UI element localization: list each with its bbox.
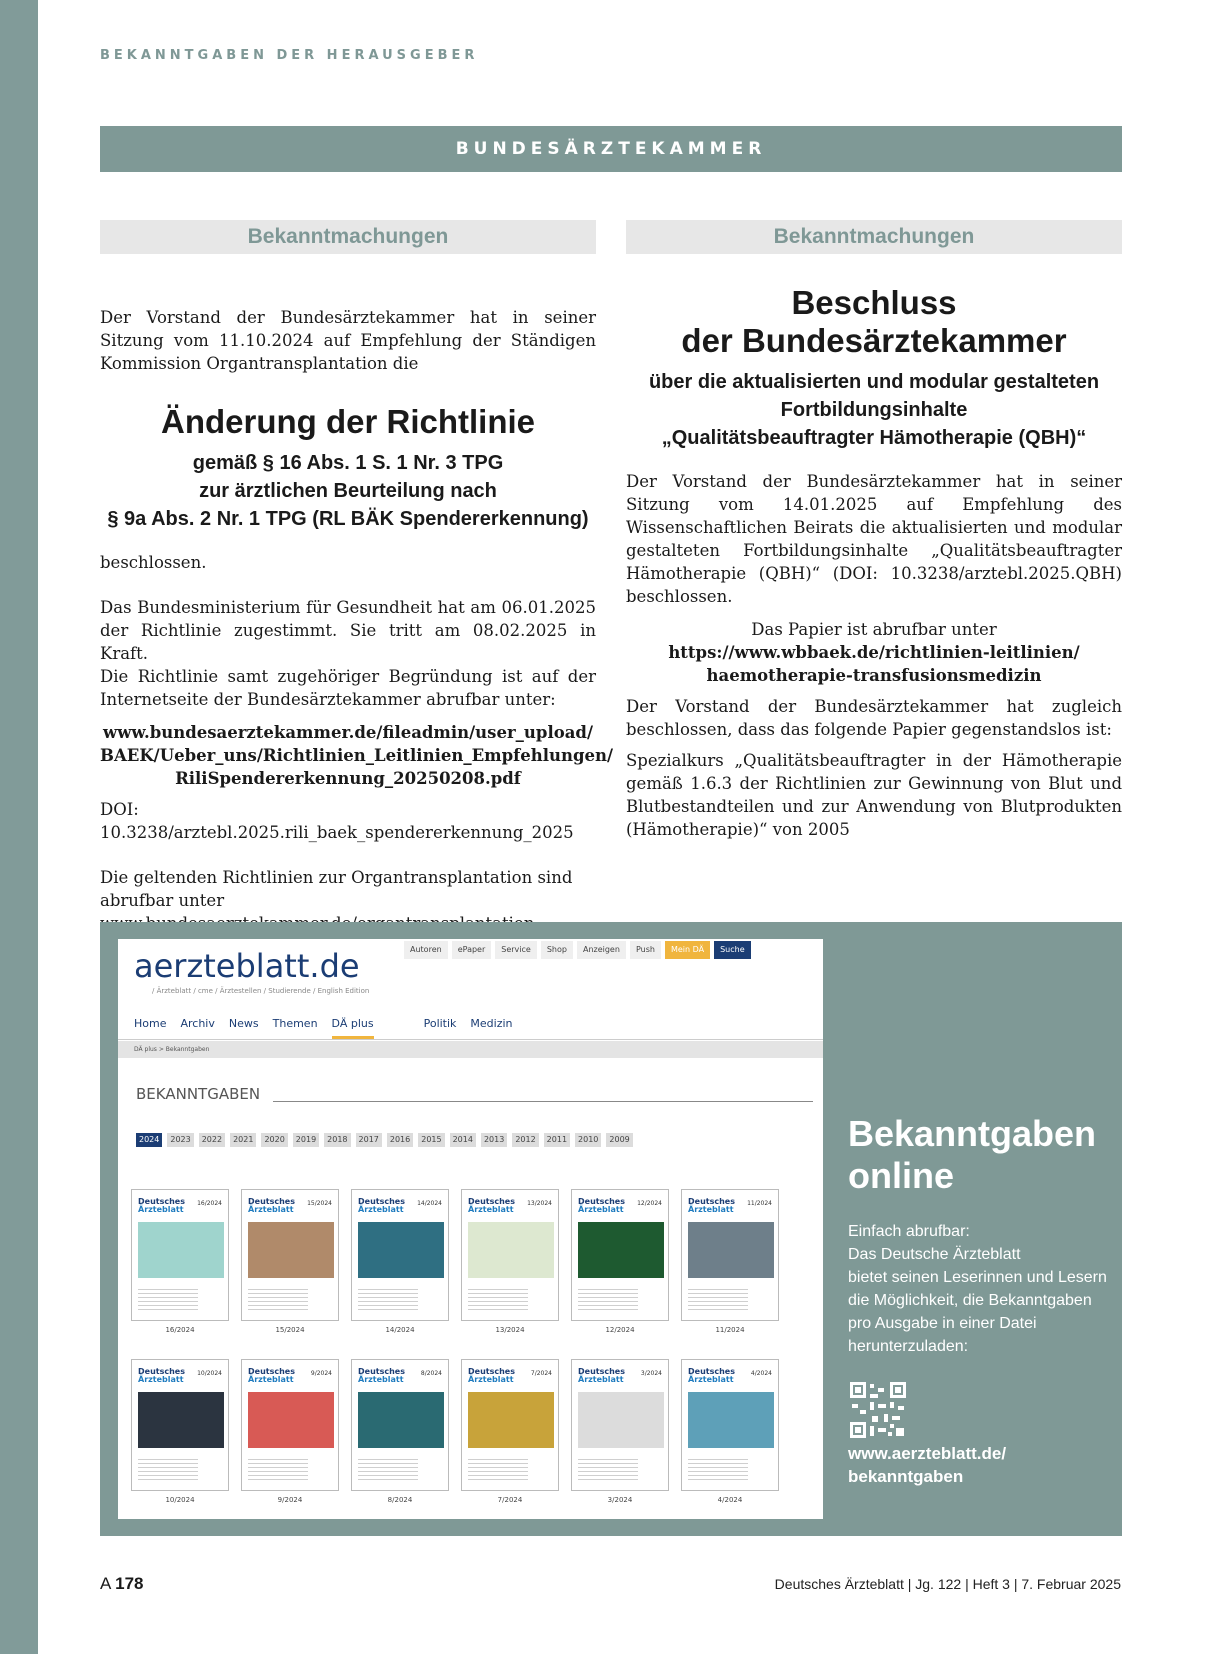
cover-image (688, 1392, 774, 1448)
url-line: BAEK/Ueber_uns/Richtlinien_Leitlinien_Empfehlungen/ (100, 746, 614, 765)
promo-text-line: Einfach abrufbar: (848, 1223, 970, 1240)
divider (118, 1039, 823, 1040)
cover-masthead: Deutsches (578, 1367, 625, 1376)
cover-caption: 12/2024 (605, 1326, 635, 1334)
cover-image (688, 1222, 774, 1278)
cover-masthead: Deutsches (688, 1367, 735, 1376)
cover-caption: 9/2024 (277, 1496, 303, 1504)
year-filter (136, 1133, 633, 1147)
year-button[interactable]: 2012 (512, 1133, 538, 1147)
topnav-epaper: ePaper (452, 941, 492, 959)
mainnav-themen: Themen (272, 1017, 318, 1030)
folio-prefix: A (100, 1574, 111, 1593)
aerzteblatt-logo: aerzteblatt.de (134, 947, 360, 985)
logo-subnav: / Ärzteblatt / cme / Ärztestellen / Studierende / English Edition (152, 987, 370, 995)
cover-masthead: Ärzteblatt (688, 1205, 734, 1214)
body-paragraph: Die Richtlinie samt zugehöriger Begründung ist auf der Internetseite der Bundesärztekammer abrufbar unter: (100, 667, 596, 709)
folio-number: 178 (115, 1574, 144, 1593)
cover-masthead: Ärzteblatt (358, 1375, 404, 1384)
cover-caption: 15/2024 (275, 1326, 305, 1334)
cover-image (468, 1222, 554, 1278)
issue-cover[interactable] (461, 1359, 559, 1491)
cover-text-lines (578, 1456, 638, 1480)
doi-text: DOI: 10.3238/arztebl.2025.rili_baek_spendererkennung_2025 (100, 800, 574, 842)
issue-cover[interactable] (571, 1359, 669, 1491)
issue-cover[interactable] (241, 1359, 339, 1491)
page-heading: BEKANNTGABEN (136, 1085, 261, 1103)
promo-text-line: die Möglichkeit, die Bekanntgaben (848, 1292, 1092, 1309)
body-paragraph: Das Bundesministerium für Gesundheit hat am 06.01.2025 der Richtlinie zugestimmt. Sie tritt am 08.02.2025 in Kraft. (100, 598, 596, 663)
subtitle-line: gemäß § 16 Abs. 1 S. 1 Nr. 3 TPG (192, 452, 504, 474)
year-button[interactable]: 2009 (606, 1133, 632, 1147)
cover-masthead: Deutsches (468, 1197, 515, 1206)
body-paragraph: beschlossen. (100, 553, 207, 572)
right-column (626, 220, 1122, 841)
promo-text-line: Das Deutsche Ärzteblatt (848, 1246, 1021, 1263)
cover-issue: 12/2024 (637, 1200, 662, 1207)
cover-caption: 16/2024 (165, 1326, 195, 1334)
promo-text-line: herunterzuladen: (848, 1338, 969, 1355)
cover-issue: 15/2024 (307, 1200, 332, 1207)
cover-masthead: Deutsches (138, 1367, 185, 1376)
resolution-title: Beschluss (791, 284, 957, 321)
cover-image (468, 1392, 554, 1448)
mainnav-medizin: Medizin (470, 1017, 513, 1030)
website-screenshot (118, 939, 823, 1519)
cover-text-lines (138, 1286, 198, 1310)
topnav-push: Push (630, 941, 661, 959)
cover-text-lines (468, 1286, 528, 1310)
cover-caption: 14/2024 (385, 1326, 415, 1334)
cover-image (248, 1222, 334, 1278)
issue-cover[interactable] (681, 1359, 779, 1491)
promo-title (848, 1113, 1096, 1197)
cover-issue: 14/2024 (417, 1200, 442, 1207)
topnav-anzeigen: Anzeigen (577, 941, 626, 959)
cover-caption: 13/2024 (495, 1326, 525, 1334)
mainnav-archiv: Archiv (180, 1017, 215, 1030)
cover-caption: 10/2024 (165, 1496, 195, 1504)
mainnav-home: Home (134, 1017, 167, 1030)
cover-image (248, 1392, 334, 1448)
topnav-mein-dae: Mein DÄ (665, 941, 710, 959)
cover-masthead: Ärzteblatt (578, 1205, 624, 1214)
body-paragraph: Der Vorstand der Bundesärztekammer hat in seiner Sitzung vom 14.01.2025 auf Empfehlung des Wissenschaftlichen Beirats die aktualisierten und modular gestalteten Fortbildungsinhalte „Qualitätsbeauftragter Hämotherapie (QBH)“ (DOI: 10.3238/arztebl.2025.QBH) beschlossen. (626, 472, 1122, 606)
cover-issue: 3/2024 (640, 1370, 662, 1377)
bekanntgaben-link[interactable] (848, 1442, 1006, 1488)
cover-masthead: Ärzteblatt (688, 1375, 734, 1384)
resolution-title: der Bundesärztekammer (681, 322, 1067, 359)
cover-issue: 13/2024 (527, 1200, 552, 1207)
cover-text-lines (358, 1456, 418, 1480)
cover-masthead: Deutsches (248, 1197, 295, 1206)
cover-masthead: Deutsches (688, 1197, 735, 1206)
url-line: RiliSpendererkennung_20250208.pdf (175, 769, 521, 788)
issue-cover[interactable] (351, 1189, 449, 1321)
url-line: haemotherapie-transfusionsmedizin (706, 666, 1042, 685)
cover-issue: 4/2024 (750, 1370, 772, 1377)
year-button[interactable]: 2015 (418, 1133, 444, 1147)
cover-issue: 10/2024 (197, 1370, 222, 1377)
cover-text-lines (248, 1456, 308, 1480)
cover-masthead: Ärzteblatt (138, 1375, 184, 1384)
issue-cover[interactable] (461, 1189, 559, 1321)
subtitle-line: „Qualitätsbeauftragter Hämotherapie (QBH)“ (661, 427, 1087, 449)
cover-text-lines (358, 1286, 418, 1310)
cover-masthead: Deutsches (578, 1197, 625, 1206)
year-button[interactable]: 2024 (136, 1133, 162, 1147)
promo-text-line: pro Ausgabe in einer Datei (848, 1315, 1037, 1332)
cover-issue: 7/2024 (530, 1370, 552, 1377)
cover-text-lines (138, 1456, 198, 1480)
year-button[interactable]: 2021 (230, 1133, 256, 1147)
issue-cover[interactable] (681, 1189, 779, 1321)
cover-image (578, 1222, 664, 1278)
url-line: https://www.wbbaek.de/richtlinien-leitlinien/ (668, 643, 1080, 662)
topnav-shop: Shop (541, 941, 573, 959)
year-button[interactable]: 2011 (544, 1133, 570, 1147)
top-navigation (404, 941, 751, 959)
qbh-link[interactable] (626, 641, 1122, 687)
url-line: bekanntgaben (848, 1467, 964, 1486)
cover-masthead: Deutsches (358, 1367, 405, 1376)
mainnav-politik: Politik (423, 1017, 457, 1030)
cover-caption: 8/2024 (387, 1496, 413, 1504)
year-button[interactable]: 2019 (293, 1133, 319, 1147)
cover-text-lines (688, 1286, 748, 1310)
year-button[interactable]: 2016 (387, 1133, 413, 1147)
cover-image (358, 1222, 444, 1278)
cover-image (358, 1392, 444, 1448)
mainnav-news: News (228, 1017, 259, 1030)
cover-issue: 16/2024 (197, 1200, 222, 1207)
year-button[interactable]: 2018 (324, 1133, 350, 1147)
section-kicker: BEKANNTGABEN DER HERAUSGEBER (100, 48, 479, 63)
intro-text: Der Vorstand der Bundesärztekammer hat in seiner Sitzung vom 11.10.2024 auf Empfehlung der Ständigen Kommission Organtransplantation die (100, 308, 596, 373)
issue-cover[interactable] (241, 1189, 339, 1321)
cover-masthead: Ärzteblatt (358, 1205, 404, 1214)
cover-masthead: Ärzteblatt (138, 1205, 184, 1214)
left-column (100, 220, 614, 935)
cover-text-lines (248, 1286, 308, 1310)
cover-masthead: Deutsches (358, 1197, 405, 1206)
cover-masthead: Ärzteblatt (578, 1375, 624, 1384)
divider (273, 1101, 813, 1102)
issue-cover[interactable] (131, 1189, 229, 1321)
cover-masthead: Deutsches (468, 1367, 515, 1376)
subtitle-line: über die aktualisierten und modular gestalteten (648, 371, 1100, 393)
cover-issue: 11/2024 (747, 1200, 772, 1207)
issue-cover[interactable] (571, 1189, 669, 1321)
main-navigation (134, 1017, 513, 1039)
cover-masthead: Ärzteblatt (468, 1205, 514, 1214)
year-button[interactable]: 2010 (575, 1133, 601, 1147)
cover-text-lines (688, 1456, 748, 1480)
topnav-suche: Suche (714, 941, 751, 959)
year-button[interactable]: 2014 (450, 1133, 476, 1147)
column-label: Bekanntmachungen (100, 220, 596, 254)
subtitle-line: § 9a Abs. 2 Nr. 1 TPG (RL BÄK Spendererkennung) (107, 508, 589, 530)
year-button[interactable]: 2017 (356, 1133, 382, 1147)
topnav-service: Service (495, 941, 537, 959)
issue-cover[interactable] (131, 1359, 229, 1491)
breadcrumb: DÄ plus > Bekanntgaben (118, 1041, 823, 1058)
year-button[interactable]: 2013 (481, 1133, 507, 1147)
cover-issue: 9/2024 (310, 1370, 332, 1377)
page-number (100, 1574, 144, 1594)
richtlinie-link[interactable] (100, 721, 614, 790)
url-line: www.bundesaerztekammer.de/fileadmin/user_upload/ (103, 723, 593, 742)
subtitle-line: zur ärztlichen Beurteilung nach (199, 480, 497, 502)
cover-text-lines (578, 1286, 638, 1310)
promo-text-line: bietet seinen Leserinnen und Lesern (848, 1269, 1107, 1286)
column-label: Bekanntmachungen (626, 220, 1122, 254)
nav-gap (388, 1017, 410, 1039)
cover-caption: 4/2024 (717, 1496, 743, 1504)
cover-image (578, 1392, 664, 1448)
cover-image (138, 1222, 224, 1278)
url-line: www.aerzteblatt.de/ (848, 1444, 1007, 1463)
cover-masthead: Deutsches (138, 1197, 185, 1206)
cover-masthead: Ärzteblatt (468, 1375, 514, 1384)
abrufbar-text: Das Papier ist abrufbar unter (751, 620, 997, 639)
issue-cover[interactable] (351, 1359, 449, 1491)
topnav-autoren: Autoren (404, 941, 448, 959)
cover-masthead: Ärzteblatt (248, 1205, 294, 1214)
body-paragraph: Spezialkurs „Qualitätsbeauftragter in der Hämotherapie gemäß 1.6.3 der Richtlinien zur Gewinnung von Blut und Blutbestandteilen und zur Anwendung von Blutprodukten (Hämotherapie)“ von 2005 (626, 751, 1122, 839)
promo-title-line: Bekanntgaben (848, 1113, 1097, 1154)
mainnav-dae-plus: DÄ plus (332, 1017, 374, 1039)
journal-citation: Deutsches Ärzteblatt | Jg. 122 | Heft 3 | 7. Februar 2025 (774, 1576, 1121, 1592)
cover-caption: 7/2024 (497, 1496, 523, 1504)
body-paragraph: Die geltenden Richtlinien zur Organtransplantation sind abrufbar unter (100, 868, 573, 910)
cover-caption: 11/2024 (715, 1326, 745, 1334)
year-button[interactable]: 2020 (261, 1133, 287, 1147)
margin-bar (0, 0, 38, 1654)
cover-text-lines (468, 1456, 528, 1480)
year-button[interactable]: 2022 (199, 1133, 225, 1147)
publisher-band: BUNDESÄRZTEKAMMER (100, 126, 1122, 172)
cover-issue: 8/2024 (420, 1370, 442, 1377)
cover-masthead: Deutsches (248, 1367, 295, 1376)
year-button[interactable]: 2023 (167, 1133, 193, 1147)
cover-caption: 3/2024 (607, 1496, 633, 1504)
announcement-title: Änderung der Richtlinie (160, 403, 536, 440)
cover-masthead: Ärzteblatt (248, 1375, 294, 1384)
cover-image (138, 1392, 224, 1448)
qr-code-icon (848, 1380, 908, 1440)
subtitle-line: Fortbildungsinhalte (780, 399, 968, 421)
promo-text (848, 1220, 1108, 1358)
body-paragraph: Der Vorstand der Bundesärztekammer hat zugleich beschlossen, dass das folgende Papier gegenstandslos ist: (626, 697, 1122, 739)
promo-title-line: online (848, 1155, 954, 1196)
